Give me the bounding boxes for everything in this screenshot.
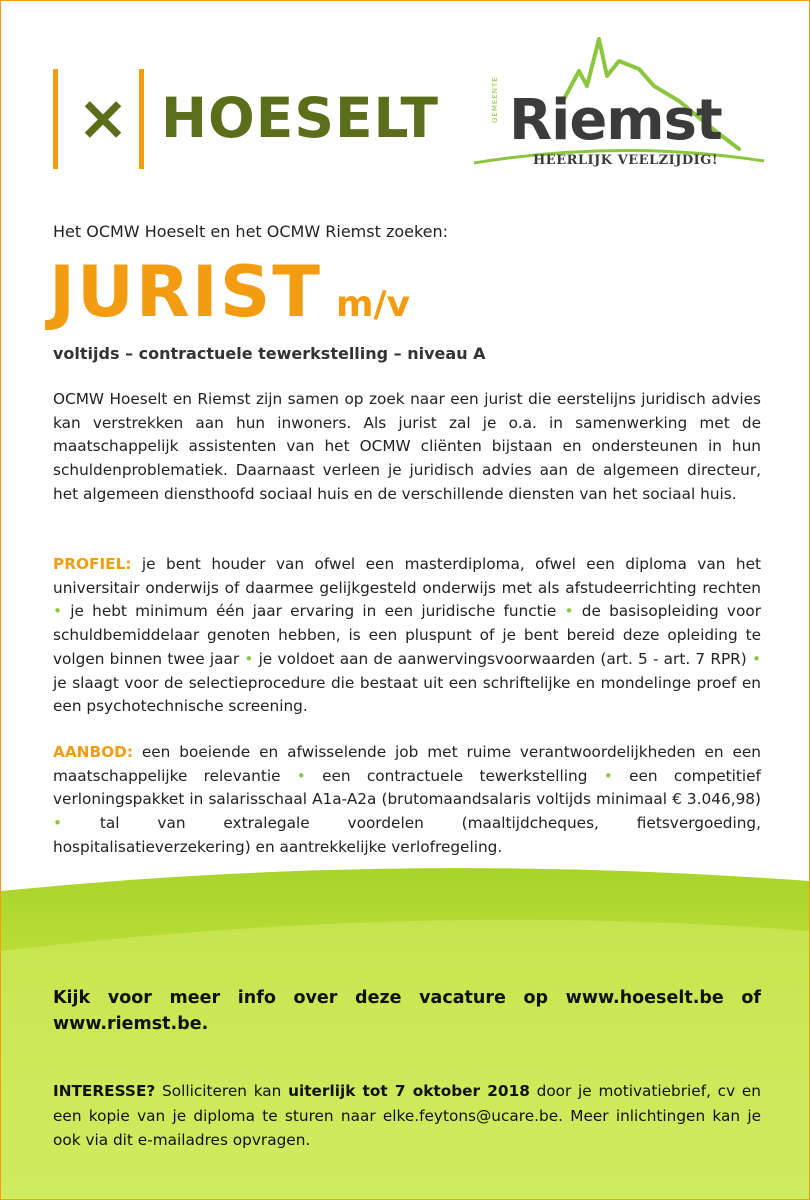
interesse-text-2: door je motivatiebrief, cv en een kopie van je diploma te sturen naar elke.feytons@ucare.be. Meer inlichtingen kan je ook via dit e-mailadres opvragen. <box>53 1082 761 1149</box>
profiel-item: de basisopleiding voor schuldbemiddelaar genoten hebben, is een pluspunt of je bent bereid deze opleiding te volgen binnen twee jaar <box>53 602 761 668</box>
hoeselt-x-icon: × <box>77 81 129 154</box>
bullet-separator: • <box>603 766 613 785</box>
profiel-item: je bent houder van ofwel een masterdiploma, ofwel een diploma van het universitair onderwijs of daarmee gelijkgesteld onderwijs met als afstudeerrichting rechten <box>53 555 761 597</box>
job-subtitle: voltijds – contractuele tewerkstelling – niveau A <box>53 344 486 363</box>
bullet-separator: • <box>53 602 63 621</box>
aanbod-item: een competitief verloningspakket in salarisschaal A1a-A2a (brutomaandsalaris voltijds minimaal € 3.046,98) <box>53 766 761 809</box>
logo-bar-left <box>53 69 58 169</box>
aanbod-section <box>53 741 761 860</box>
more-info-link-text[interactable]: Kijk voor meer info over deze vacature op www.hoeselt.be of www.riemst.be. <box>53 988 761 1034</box>
profiel-item: je slaagt voor de selectieprocedure die bestaat uit een schriftelijke en mondelinge proef en een psychotechnische screening. <box>53 673 761 716</box>
interesse-deadline: uiterlijk tot 7 oktober 2018 <box>288 1082 530 1100</box>
intro-line: Het OCMW Hoeselt en het OCMW Riemst zoeken: <box>53 222 449 241</box>
aanbod-item: tal van extralegale voordelen (maaltijdcheques, fietsvergoeding, hospitalisatieverzekering) en aantrekkelijke verlofregeling. <box>53 814 761 856</box>
logo-bar-right <box>139 69 144 169</box>
riemst-logo <box>469 31 769 181</box>
riemst-tagline: HEERLIJK VEELZIJDIG! <box>533 153 719 168</box>
profiel-section <box>53 553 761 719</box>
job-title-main: JURIST <box>49 251 322 333</box>
bullet-separator: • <box>244 649 254 668</box>
aanbod-label: AANBOD: <box>53 743 133 761</box>
job-title-suffix: m/v <box>336 284 411 325</box>
bullet-separator: • <box>751 649 761 668</box>
profiel-label: PROFIEL: <box>53 555 132 573</box>
description-paragraph: OCMW Hoeselt en Riemst zijn samen op zoek naar een jurist die eerstelijns juridisch advies kan verstrekken aan hun inwoners. Als jurist zal je o.a. in samenwerking met de maatschappelijk assistenten van het OCMW cliënten bijstaan en ondersteunen in hun schuldenproblematiek. Daarnaast verleen je juridisch advies aan de algemeen directeur, het algemeen diensthoofd sociaal huis en de verschillende diensten van het sociaal huis. <box>53 390 761 503</box>
riemst-gemeente-label: GEMEENTE <box>491 76 499 123</box>
interesse-section <box>53 1079 761 1153</box>
aanbod-item: een contractuele tewerkstelling <box>322 766 588 785</box>
job-title <box>49 247 410 337</box>
profiel-item: je hebt minimum één jaar ervaring in een juridische functie <box>70 602 557 621</box>
bullet-separator: • <box>296 766 306 785</box>
hoeselt-logo <box>53 69 439 169</box>
profiel-item: je voldoet aan de aanwervingsvoorwaarden (art. 5 - art. 7 RPR) <box>258 649 747 668</box>
bullet-separator: • <box>564 602 574 621</box>
interesse-label: INTERESSE? <box>53 1082 156 1100</box>
bullet-separator: • <box>53 814 63 833</box>
interesse-text-1: Solliciteren kan <box>162 1082 282 1100</box>
riemst-wordmark: Riemst <box>509 88 722 153</box>
hoeselt-wordmark: HOESELT <box>161 86 439 150</box>
aanbod-item: een boeiende en afwisselende job met ruime verantwoordelijkheden en een maatschappelijke relevantie <box>53 743 761 785</box>
